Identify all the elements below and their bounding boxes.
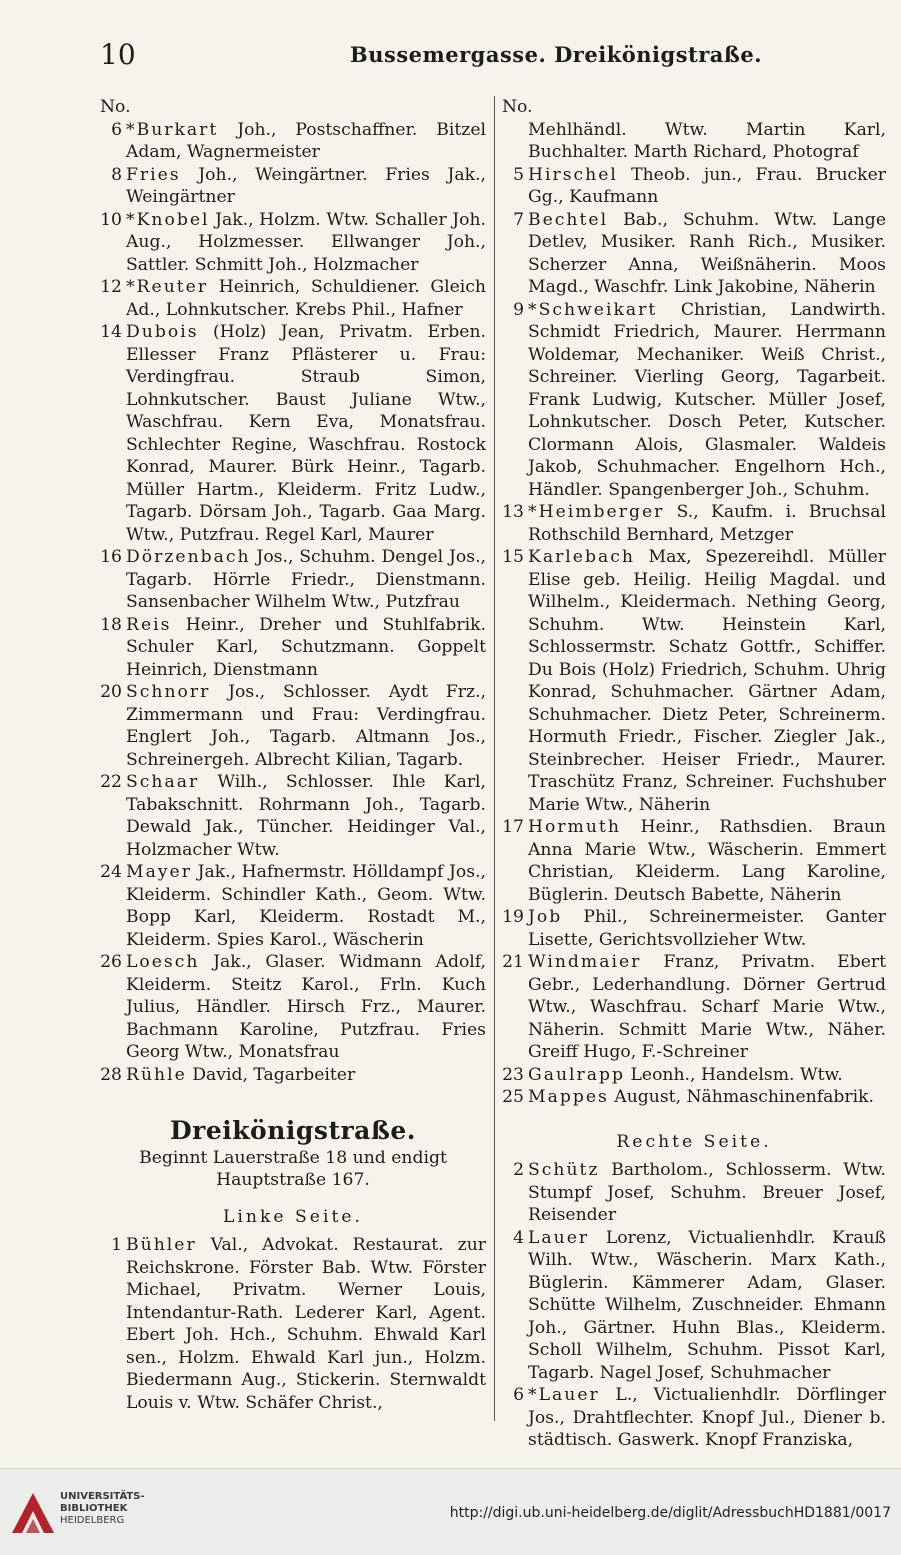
owner-name: *Lauer — [528, 1385, 600, 1405]
entry-text: (Holz) Jean, Privatm. Erben. Ellesser Franz Pflästerer u. Frau: Verdingfrau. Straub Simon, Lohnkutscher. Baust Juliane Wtw., Waschfrau. Kern Eva, Monatsfrau. Schlechter Regine, Waschfrau. Rostock Konrad, Maurer. Bürk Heinr., Tagarb. Müller Hartm., Kleiderm. Fritz Ludw., Tagarb. Dörsam Joh., Tagarb. Gaa Marg. Wtw., Putzfrau. Regel Karl, Maurer — [126, 322, 486, 545]
owner-name: *Schweikart — [528, 299, 658, 320]
entry-text: Heinr., Dreher und Stuhlfabrik. Schuler Karl, Schutzmann. Goppelt Heinrich, Dienstmann — [126, 614, 486, 680]
house-number: 15 — [502, 547, 524, 567]
owner-name: Mayer — [126, 862, 192, 882]
owner-name: Windmaier — [528, 952, 642, 972]
entry-4 — [502, 1227, 886, 1385]
entry-19 — [502, 906, 886, 951]
owner-name: Job — [528, 907, 563, 927]
entry-17 — [502, 816, 886, 906]
owner-name: Schnorr — [126, 682, 211, 702]
library-logo-icon — [10, 1489, 56, 1535]
left-column — [100, 96, 486, 1414]
house-number: 19 — [502, 907, 524, 927]
entry-9 — [502, 299, 886, 502]
house-number: 28 — [100, 1064, 122, 1085]
entry-25 — [502, 1086, 886, 1109]
entry-text: Lorenz, Victualienhdlr. Krauß Wilh. Wtw., Wäscherin. Marx Kath., Büglerin. Kämmerer Adam, Glaser. Schütte Wilhelm, Zuschneider. Ehmann Joh., Gärtner. Huhn Blas., Kleiderm. Scholl Wilhelm, Schuhm. Pissot Karl, Tagarb. Nagel Josef, Schuhmacher — [528, 1227, 886, 1383]
entry-text: Wilh., Schlosser. Ihle Karl, Tabakschnitt. Rohrmann Joh., Tagarb. Dewald Jak., Tüncher. Heidinger Val., Holzmacher Wtw. — [126, 772, 486, 860]
entry-21 — [502, 951, 886, 1064]
owner-name: *Knobel — [126, 209, 210, 230]
entry-7 — [502, 209, 886, 299]
entry-text: Franz, Privatm. Ebert Gebr., Lederhandlung. Dörner Gertrud Wtw., Waschfrau. Scharf Marie Wtw., Näherin. Schmitt Marie Wtw., Näher. Greiff Hugo, F.-Schreiner — [528, 952, 886, 1062]
entry-list — [100, 119, 486, 1087]
owner-name: Hormuth — [528, 817, 621, 837]
house-number: 24 — [100, 862, 122, 882]
entry-text: Heinr., Rathsdien. Braun Anna Marie Wtw., Wäscherin. Emmert Christian, Kleiderm. Lang Karoline, Büglerin. Deutsch Babette, Näherin — [528, 817, 886, 905]
house-number: 6 — [513, 1385, 524, 1405]
house-number: 4 — [513, 1227, 524, 1248]
house-number: 5 — [513, 164, 524, 185]
entry-26 — [100, 951, 486, 1064]
owner-name: *Reuter — [126, 277, 209, 297]
entry-text: Val., Advokat. Restaurat. zur Reichskrone. Förster Bab. Wtw. Förster Michael, Privatm. Werner Louis, Intendantur-Rath. Lederer Karl, Agent. Ebert Joh. Hch., Schuhm. Ehwald Karl sen., Holzm. Ehwald Karl jun., Holzm. Biedermann Aug., Stickerin. Sternwaldt Louis v. Wtw. Schäfer Christ., — [126, 1235, 486, 1413]
entry-text: Jak., Glaser. Widmann Adolf, Kleiderm. Steitz Karol., Frln. Kuch Julius, Händler. Hirsch Frz., Maurer. Bachmann Karoline, Putzfrau. Fries Georg Wtw., Monatsfrau — [126, 952, 486, 1062]
house-number: 14 — [100, 322, 122, 342]
institution-line-2: BIBLIOTHEK — [60, 1503, 128, 1514]
house-number: 9 — [513, 299, 524, 320]
entry-12 — [100, 276, 486, 321]
house-number: 23 — [502, 1064, 524, 1085]
page-header — [100, 38, 871, 78]
house-number: 6 — [111, 119, 122, 140]
entry-22 — [100, 771, 486, 861]
entry-20 — [100, 681, 486, 771]
page-number: 10 — [100, 38, 136, 71]
entry-text: Joh., Postschaffner. Bitzel Adam, Wagnermeister — [126, 119, 486, 162]
owner-name: Loesch — [126, 952, 200, 972]
permalink-url[interactable]: http://digi.ub.uni-heidelberg.de/diglit/AdressbuchHD1881/0017 — [449, 1505, 891, 1521]
entry-13 — [502, 501, 886, 546]
institution-name — [60, 1491, 145, 1527]
owner-name: Reis — [126, 614, 172, 635]
owner-name: Fries — [126, 164, 181, 185]
house-number: 2 — [513, 1160, 524, 1180]
entry-text: L., Victualienhdlr. Dörflinger Jos., Drahtflechter. Knopf Jul., Diener b. städtisch. Gaswerk. Knopf Franziska, — [528, 1385, 886, 1450]
owner-name: Karlebach — [528, 547, 635, 567]
owner-name: Hirschel — [528, 164, 618, 185]
entry-text: Jak., Hafnermstr. Hölldampf Jos., Kleiderm. Schindler Kath., Geom. Wtw. Bopp Karl, Kleiderm. Rostadt M., Kleiderm. Spies Karol., Wäscherin — [126, 862, 486, 950]
entry-14 — [100, 321, 486, 546]
house-number: 20 — [100, 682, 122, 702]
entry-8 — [100, 164, 486, 209]
entry-18 — [100, 614, 486, 682]
owner-name: Gaulrapp — [528, 1064, 626, 1085]
entry-text: Phil., Schreinermeister. Ganter Lisette, Gerichtsvollzieher Wtw. — [528, 907, 886, 950]
right-column — [502, 96, 886, 1452]
owner-name: Bühler — [126, 1235, 197, 1255]
house-number: 17 — [502, 817, 524, 837]
owner-name: *Heimberger — [528, 502, 665, 522]
entry-text: David, Tagarbeiter — [186, 1064, 356, 1085]
entry-1 — [100, 1234, 486, 1414]
entry-28 — [100, 1064, 486, 1087]
house-number: 8 — [111, 164, 122, 185]
running-head: Bussemergasse. Dreikönigstraße. — [350, 42, 763, 67]
institution-line-3: HEIDELBERG — [60, 1515, 125, 1526]
owner-name: Schaar — [126, 772, 200, 792]
entry-5 — [502, 164, 886, 209]
entry-text: S., Kaufm. i. Bruchsal Rothschild Bernhard, Metzger — [528, 502, 886, 545]
owner-name: Bechtel — [528, 209, 609, 230]
entry-2 — [502, 1159, 886, 1227]
entry-23 — [502, 1064, 886, 1087]
owner-name: *Burkart — [126, 119, 219, 140]
owner-name: Lauer — [528, 1227, 590, 1248]
no-label: No. — [502, 97, 533, 117]
house-number: 16 — [100, 547, 122, 567]
house-number: 13 — [502, 502, 524, 522]
owner-name: Rühle — [126, 1064, 187, 1085]
entry-text: Bartholom., Schlosserm. Wtw. Stumpf Josef, Schuhm. Breuer Josef, Reisender — [528, 1160, 886, 1225]
house-number: 25 — [502, 1087, 524, 1107]
entry-text: Theob. jun., Frau. Brucker Gg., Kaufmann — [528, 164, 886, 207]
entry-text: Jak., Holzm. Wtw. Schaller Joh. Aug., Holzmesser. Ellwanger Joh., Sattler. Schmitt Joh., Holzmacher — [126, 209, 486, 275]
owner-name: Dubois — [126, 322, 199, 342]
side-heading-left: Linke Seite. — [222, 1206, 363, 1227]
owner-name: Mappes — [528, 1087, 609, 1107]
no-label: No. — [100, 97, 131, 117]
house-number: 21 — [502, 952, 524, 972]
entry-text: Bab., Schuhm. Wtw. Lange Detlev, Musiker. Ranh Rich., Musiker. Scherzer Anna, Weißnäherin. Moos Magd., Waschfr. Link Jakobine, Näherin — [528, 209, 886, 297]
entry-15 — [502, 546, 886, 816]
entry-text: Max, Spezereihdl. Müller Elise geb. Heilig. Heilig Magdal. und Wilhelm., Kleidermach. Nething Georg, Schuhm. Wtw. Heinstein Karl, Schlossermstr. Schatz Gottfr., Schiffer. Du Bois (Holz) Friedrich, Schuhm. Uhrig Konrad, Schuhmacher. Gärtner Adam, Schuhmacher. Dietz Peter, Schreinerm. Hormuth Friedr., Fischer. Ziegler Jak., Steinbrecher. Heiser Friedr., Maurer. Traschütz Franz, Schreiner. Fuchshuber Marie Wtw., Näherin — [528, 547, 886, 815]
side-heading-right: Rechte Seite. — [616, 1131, 772, 1152]
entry-text: Christian, Landwirth. Schmidt Friedrich, Maurer. Herrmann Woldemar, Mechaniker. Weiß Christ., Schreiner. Vierling Georg, Tagarbeit. Frank Ludwig, Kutscher. Müller Josef, Lohnkutscher. Dosch Peter, Kutscher. Clormann Alois, Glasmaler. Waldeis Jakob, Schuhmacher. Engelhorn Hch., Händler. Spangenberger Joh., Schuhm. — [528, 299, 886, 500]
entry-text: Jos., Schlosser. Aydt Frz., Zimmermann und Frau: Verdingfrau. Englert Joh., Tagarb. Altmann Jos., Schreinergeh. Albrecht Kilian, Tagarb. — [126, 682, 486, 770]
street-description: Beginnt Lauerstraße 18 und endigt Hauptstraße 167. — [139, 1147, 447, 1190]
entry-text: Heinrich, Schuldiener. Gleich Ad., Lohnkutscher. Krebs Phil., Hafner — [126, 277, 486, 320]
entry-text: Joh., Weingärtner. Fries Jak., Weingärtner — [126, 164, 486, 207]
entry-text: Leonh., Handelsm. Wtw. — [625, 1064, 843, 1085]
house-number: 10 — [100, 209, 122, 230]
entry-text: Jos., Schuhm. Dengel Jos., Tagarb. Hörrle Friedr., Dienstmann. Sansenbacher Wilhelm Wtw., Putzfrau — [126, 547, 486, 612]
viewer-footer — [0, 1468, 901, 1555]
owner-name: Dörzenbach — [126, 547, 251, 567]
entry-10 — [100, 209, 486, 277]
house-number: 12 — [100, 277, 122, 297]
institution-line-1: UNIVERSITÄTS- — [60, 1491, 145, 1502]
house-number: 1 — [111, 1235, 122, 1255]
owner-name: Schütz — [528, 1160, 600, 1180]
street-title: Dreikönigstraße. — [169, 1116, 416, 1145]
entry-6-right — [502, 1384, 886, 1452]
house-number: 22 — [100, 772, 122, 792]
entry-text: August, Nähmaschinenfabrik. — [608, 1087, 874, 1107]
continuation-text: Mehlhändl. Wtw. Martin Karl, Buchhalter. Marth Richard, Photograf — [528, 119, 886, 162]
house-number: 7 — [513, 209, 524, 230]
column-divider — [494, 96, 495, 1421]
entry-16 — [100, 546, 486, 614]
entry-24 — [100, 861, 486, 951]
entry-list — [502, 164, 886, 1109]
entry-6 — [100, 119, 486, 164]
house-number: 26 — [100, 952, 122, 972]
house-number: 18 — [100, 614, 122, 635]
